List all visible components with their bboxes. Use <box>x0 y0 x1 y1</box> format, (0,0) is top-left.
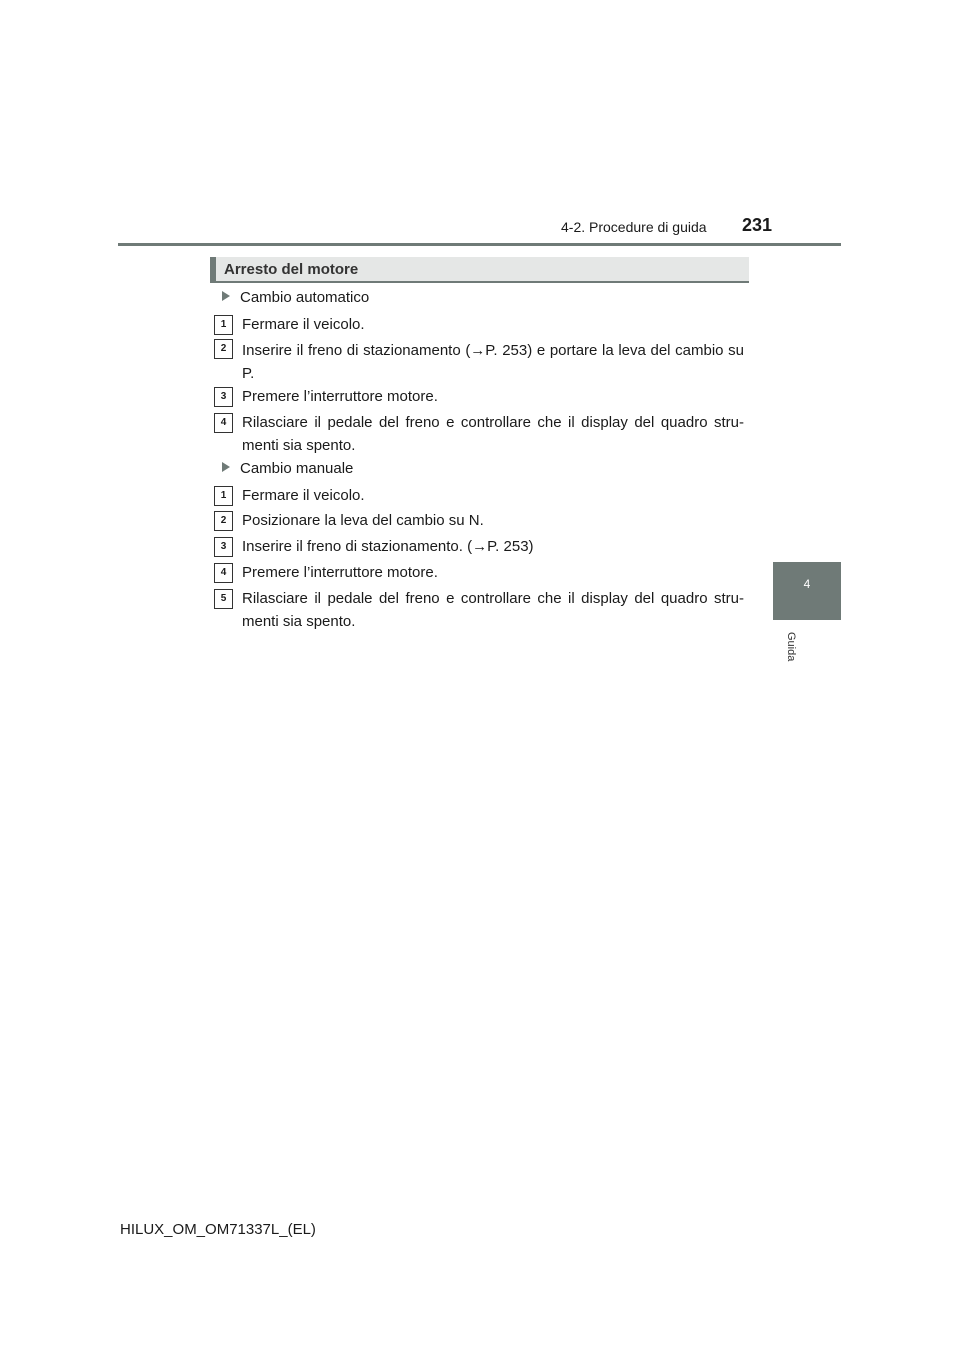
triangle-bullet-icon <box>222 462 230 472</box>
step-text: Rilasciare il pedale del freno e controllare che il display del quadro stru-menti sia spento. <box>242 590 744 630</box>
step-number-badge: 5 <box>214 589 233 609</box>
step-text: Fermare il veicolo. <box>242 316 365 333</box>
step-number-badge: 4 <box>214 413 233 433</box>
step-text: Premere l’interruttore motore. <box>242 564 438 581</box>
triangle-bullet-icon <box>222 291 230 301</box>
step-text: Inserire il freno di stazionamento. (→P. 253) <box>242 538 534 555</box>
step-number-badge: 1 <box>214 315 233 335</box>
step-number-badge: 1 <box>214 486 233 506</box>
header-rule <box>118 243 841 246</box>
step-text: Inserire il freno di stazionamento (→P. 253) e portare la leva del cambio su P. <box>242 342 744 382</box>
subheading-automatic <box>222 289 369 306</box>
header-section-title: 4-2. Procedure di guida <box>561 219 707 235</box>
step-text: Fermare il veicolo. <box>242 487 365 504</box>
section-bar <box>210 257 749 283</box>
step-text: Rilasciare il pedale del freno e controllare che il display del quadro stru-menti sia spento. <box>242 414 744 454</box>
section-accent <box>210 257 216 283</box>
chapter-label: Guida <box>785 632 797 662</box>
subheading-label: Cambio manuale <box>240 460 354 477</box>
subheading-manual <box>222 460 353 477</box>
step-text: Premere l’interruttore motore. <box>242 388 438 405</box>
page-number: 231 <box>742 215 773 235</box>
subheading-label: Cambio automatico <box>240 289 370 306</box>
step-number-badge: 3 <box>214 387 233 407</box>
step-number-badge: 2 <box>214 339 233 359</box>
chapter-number: 4 <box>803 577 811 591</box>
footer-document-code: HILUX_OM_OM71337L_(EL) <box>120 1221 316 1238</box>
step-text: Posizionare la leva del cambio su N. <box>242 512 484 529</box>
section-title: Arresto del motore <box>224 261 359 278</box>
step-number-badge: 4 <box>214 563 233 583</box>
step-number-badge: 3 <box>214 537 233 557</box>
step-number-badge: 2 <box>214 511 233 531</box>
chapter-tab <box>773 562 841 620</box>
